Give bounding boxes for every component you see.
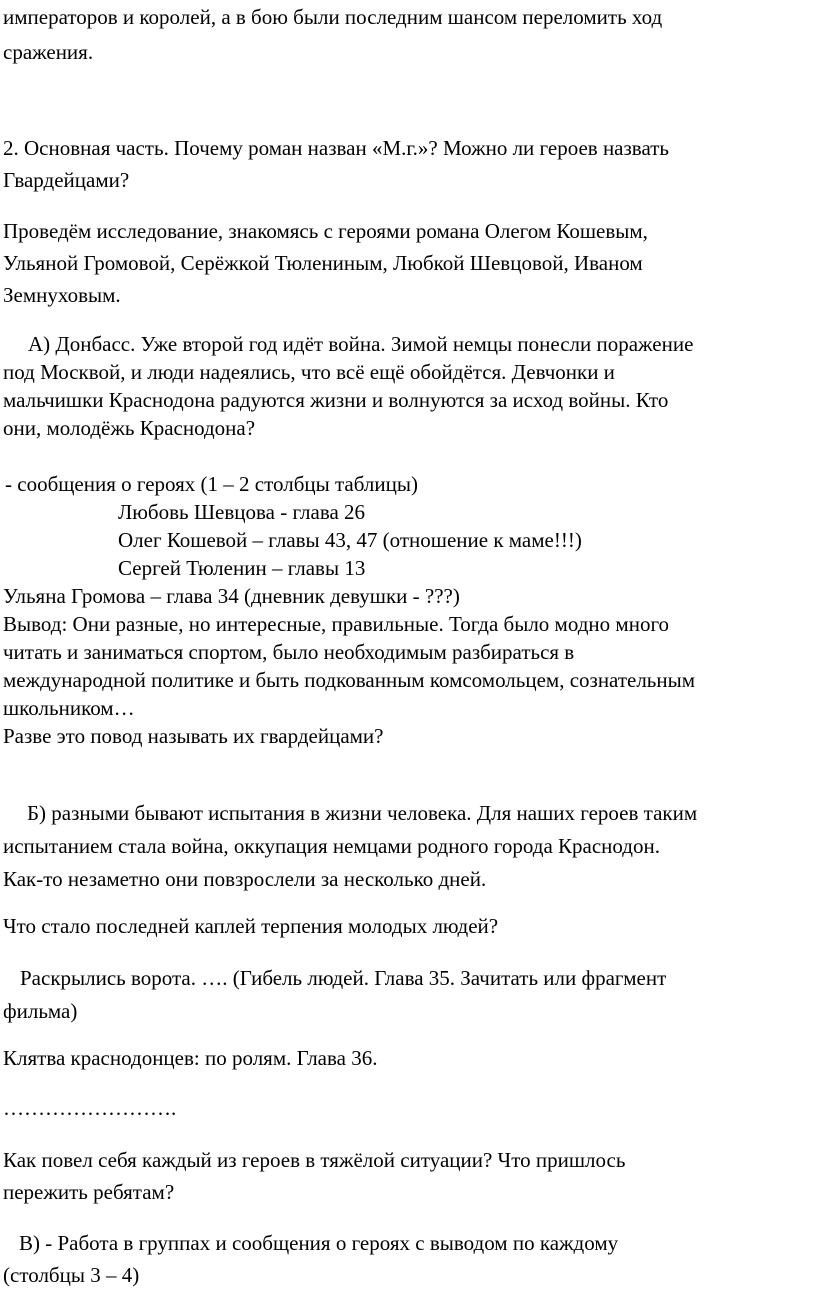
question-line: Как повел себя каждый из героев в тяжёлой ситуации? Что пришлось bbox=[3, 1148, 626, 1172]
text-line: читать и заниматься спортом, было необходимым разбираться в bbox=[3, 640, 575, 664]
subsection-a: А) Донбасс. Уже второй год идёт война. Зимой немцы понесли поражение bbox=[28, 332, 694, 356]
text-line: под Москвой, и люди надеялись, что всё ещё обойдётся. Девчонки и bbox=[3, 360, 615, 384]
text-line: международной политике и быть подкованным комсомольцем, сознательным bbox=[3, 668, 696, 692]
text-line: школьником… bbox=[3, 696, 135, 720]
question-line: Разве это повод называть их гвардейцами? bbox=[3, 724, 384, 748]
text-line: Ульяной Громовой, Серёжкой Тюлениным, Любкой Шевцовой, Иваном bbox=[3, 251, 643, 275]
text-line: Земнуховым. bbox=[3, 283, 121, 307]
text-line: императоров и королей, а в бою были последним шансом переломить ход bbox=[3, 5, 663, 29]
text-line: (столбцы 3 – 4) bbox=[3, 1263, 140, 1287]
text-line: испытанием стала война, оккупация немцами родного города Краснодон. bbox=[3, 834, 660, 858]
question-line: Что стало последней каплей терпения молодых людей? bbox=[3, 914, 499, 938]
subsection-b: Б) разными бывают испытания в жизни человека. Для наших героев таким bbox=[27, 801, 698, 825]
section-heading: 2. Основная часть. Почему роман назван «М.г.»? Можно ли героев назвать bbox=[3, 136, 669, 160]
list-item: Ульяна Громова – глава 34 (дневник девушки - ???) bbox=[3, 584, 460, 608]
text-line: Как-то незаметно они повзрослели за несколько дней. bbox=[3, 867, 487, 891]
text-line: пережить ребятам? bbox=[3, 1180, 175, 1204]
list-item: Олег Кошевой – главы 43, 47 (отношение к маме!!!) bbox=[118, 528, 582, 552]
ellipsis-line: ……………………. bbox=[3, 1096, 177, 1120]
list-item: Любовь Шевцова - глава 26 bbox=[118, 500, 366, 524]
text-line: они, молодёжь Краснодона? bbox=[3, 416, 256, 440]
text-line: Раскрылись ворота. …. (Гибель людей. Глава 35. Зачитать или фрагмент bbox=[20, 966, 667, 990]
text-line: мальчишки Краснодона радуются жизни и волнуются за исход войны. Кто bbox=[3, 388, 669, 412]
conclusion-line: Вывод: Они разные, но интересные, правильные. Тогда было модно много bbox=[3, 612, 670, 636]
text-line: Клятва краснодонцев: по ролям. Глава 36. bbox=[3, 1046, 378, 1070]
list-item: Сергей Тюленин – главы 13 bbox=[118, 556, 366, 580]
subsection-c: В) - Работа в группах и сообщения о героях с выводом по каждому bbox=[19, 1231, 619, 1255]
section-heading: Гвардейцами? bbox=[3, 168, 130, 192]
text-line: Проведём исследование, знакомясь с героями романа Олегом Кошевым, bbox=[3, 219, 648, 243]
text-line: сражения. bbox=[3, 40, 94, 64]
list-intro: - сообщения о героях (1 – 2 столбцы таблицы) bbox=[5, 472, 418, 496]
text-line: фильма) bbox=[3, 999, 78, 1023]
